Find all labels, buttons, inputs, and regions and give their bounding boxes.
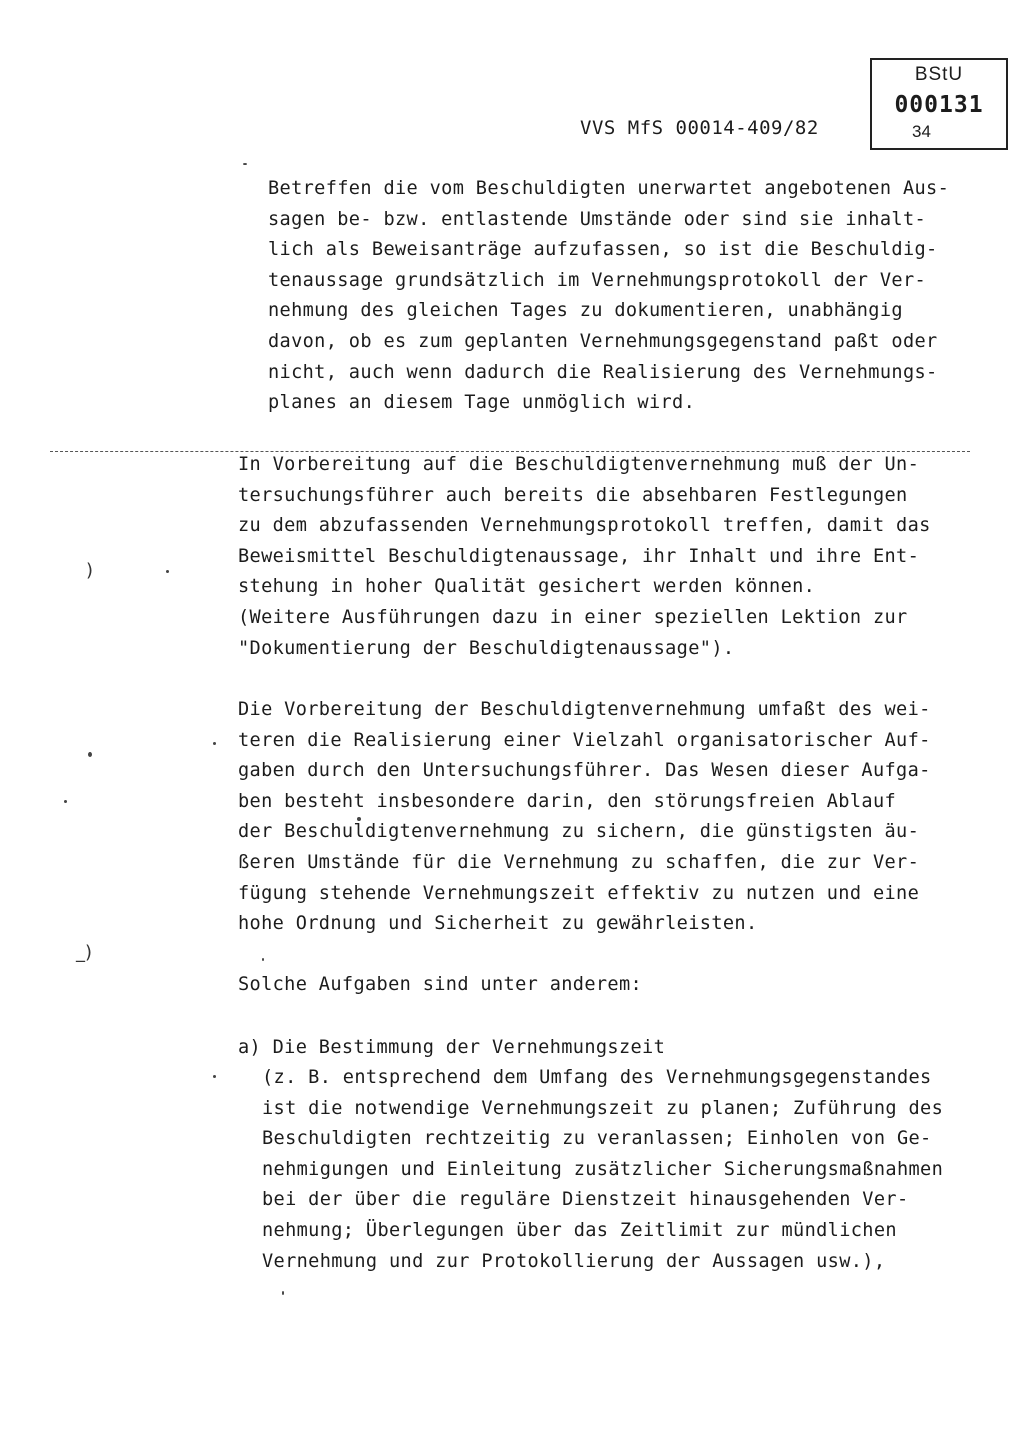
scan-speck [282, 1291, 284, 1295]
scan-speck [64, 800, 67, 803]
document-reference: VVS MfS 00014-409/82 [580, 117, 819, 139]
scan-speck [88, 752, 92, 757]
scan-speck [262, 958, 264, 961]
scan-speck [243, 163, 247, 165]
scan-speck [357, 817, 361, 821]
paragraph-preparation: In Vorbereitung auf die Beschuldigtenvernehmung muß der Un- tersuchungsführer auch bereits die absehbaren Festlegungen zu dem abzufassenden Vernehmungsprotokoll treffen, damit das Beweismittel Beschuldigtenaussage, ihr Inhalt und ihre Ent- stehung in hoher Qualität gesichert werden können. (Weitere Ausführungen dazu in einer speziellen Lektion zur "Dokumentierung der Beschuldigtenaussage"). [238, 454, 931, 659]
scan-speck [213, 1075, 216, 1078]
list-item-a-heading: a) Die Bestimmung der Vernehmungszeit [238, 1037, 666, 1058]
paragraph-tasks-intro: Solche Aufgaben sind unter anderem: [238, 974, 643, 995]
scan-speck [166, 570, 169, 573]
margin-mark: _) [76, 942, 93, 963]
stamp-number: 000131 [894, 92, 984, 118]
paragraph-statements: Betreffen die vom Beschuldigten unerwartet angebotenen Aus- sagen be- bzw. entlastende Umstände oder sind sie inhalt- lich als Beweisanträge aufzufassen, so ist die Beschuldig- tenaussage grundsätzlich im Vernehmungsprotokoll der Ver- nehmung des gleichen Tages zu dokumentieren, unabhängig davon, ob es zum geplanten Vernehmungsgegenstand paßt oder nicht, auch wenn dadurch die Realisierung des Vernehmungs- planes an diesem Tage unmöglich wird. [268, 178, 950, 414]
margin-mark: ) [86, 560, 94, 581]
paragraph-organisational-tasks: Die Vorbereitung der Beschuldigtenvernehmung umfaßt des wei- teren die Realisierung einer Vielzahl organisatorischer Auf- gaben durch den Untersuchungsführer. Das Wesen dieser Aufga- ben besteht insbesondere darin, den störungsfreien Ablauf der Beschuldigtenvernehmung zu sichern, die günstigsten äu- ßeren Umstände für die Vernehmung zu schaffen, die zur Ver- fügung stehende Vernehmungszeit effektiv zu nutzen und eine hohe Ordnung und Sicherheit zu gewährleisten. [238, 699, 931, 935]
stamp-page-number: 34 [912, 122, 931, 141]
list-item-a-text: (z. B. entsprechend dem Umfang des Vernehmungsgegenstandes ist die notwendige Vernehmungszeit zu planen; Zuführung des Beschuldigten rechtzeitig zu veranlassen; Einholen von Ge- nehmigungen und Einleitung zusätzlicher Sicherungsmaßnahmen bei der über die reguläre Dienstzeit hinausgehenden Ver- nehmung; Überlegungen über das Zeitlimit zur mündlichen Vernehmung und zur Protokollierung der Aussagen usw.), [262, 1067, 944, 1272]
archive-stamp [870, 58, 1008, 150]
scan-speck [213, 742, 216, 745]
stamp-org: BStU [914, 64, 964, 85]
